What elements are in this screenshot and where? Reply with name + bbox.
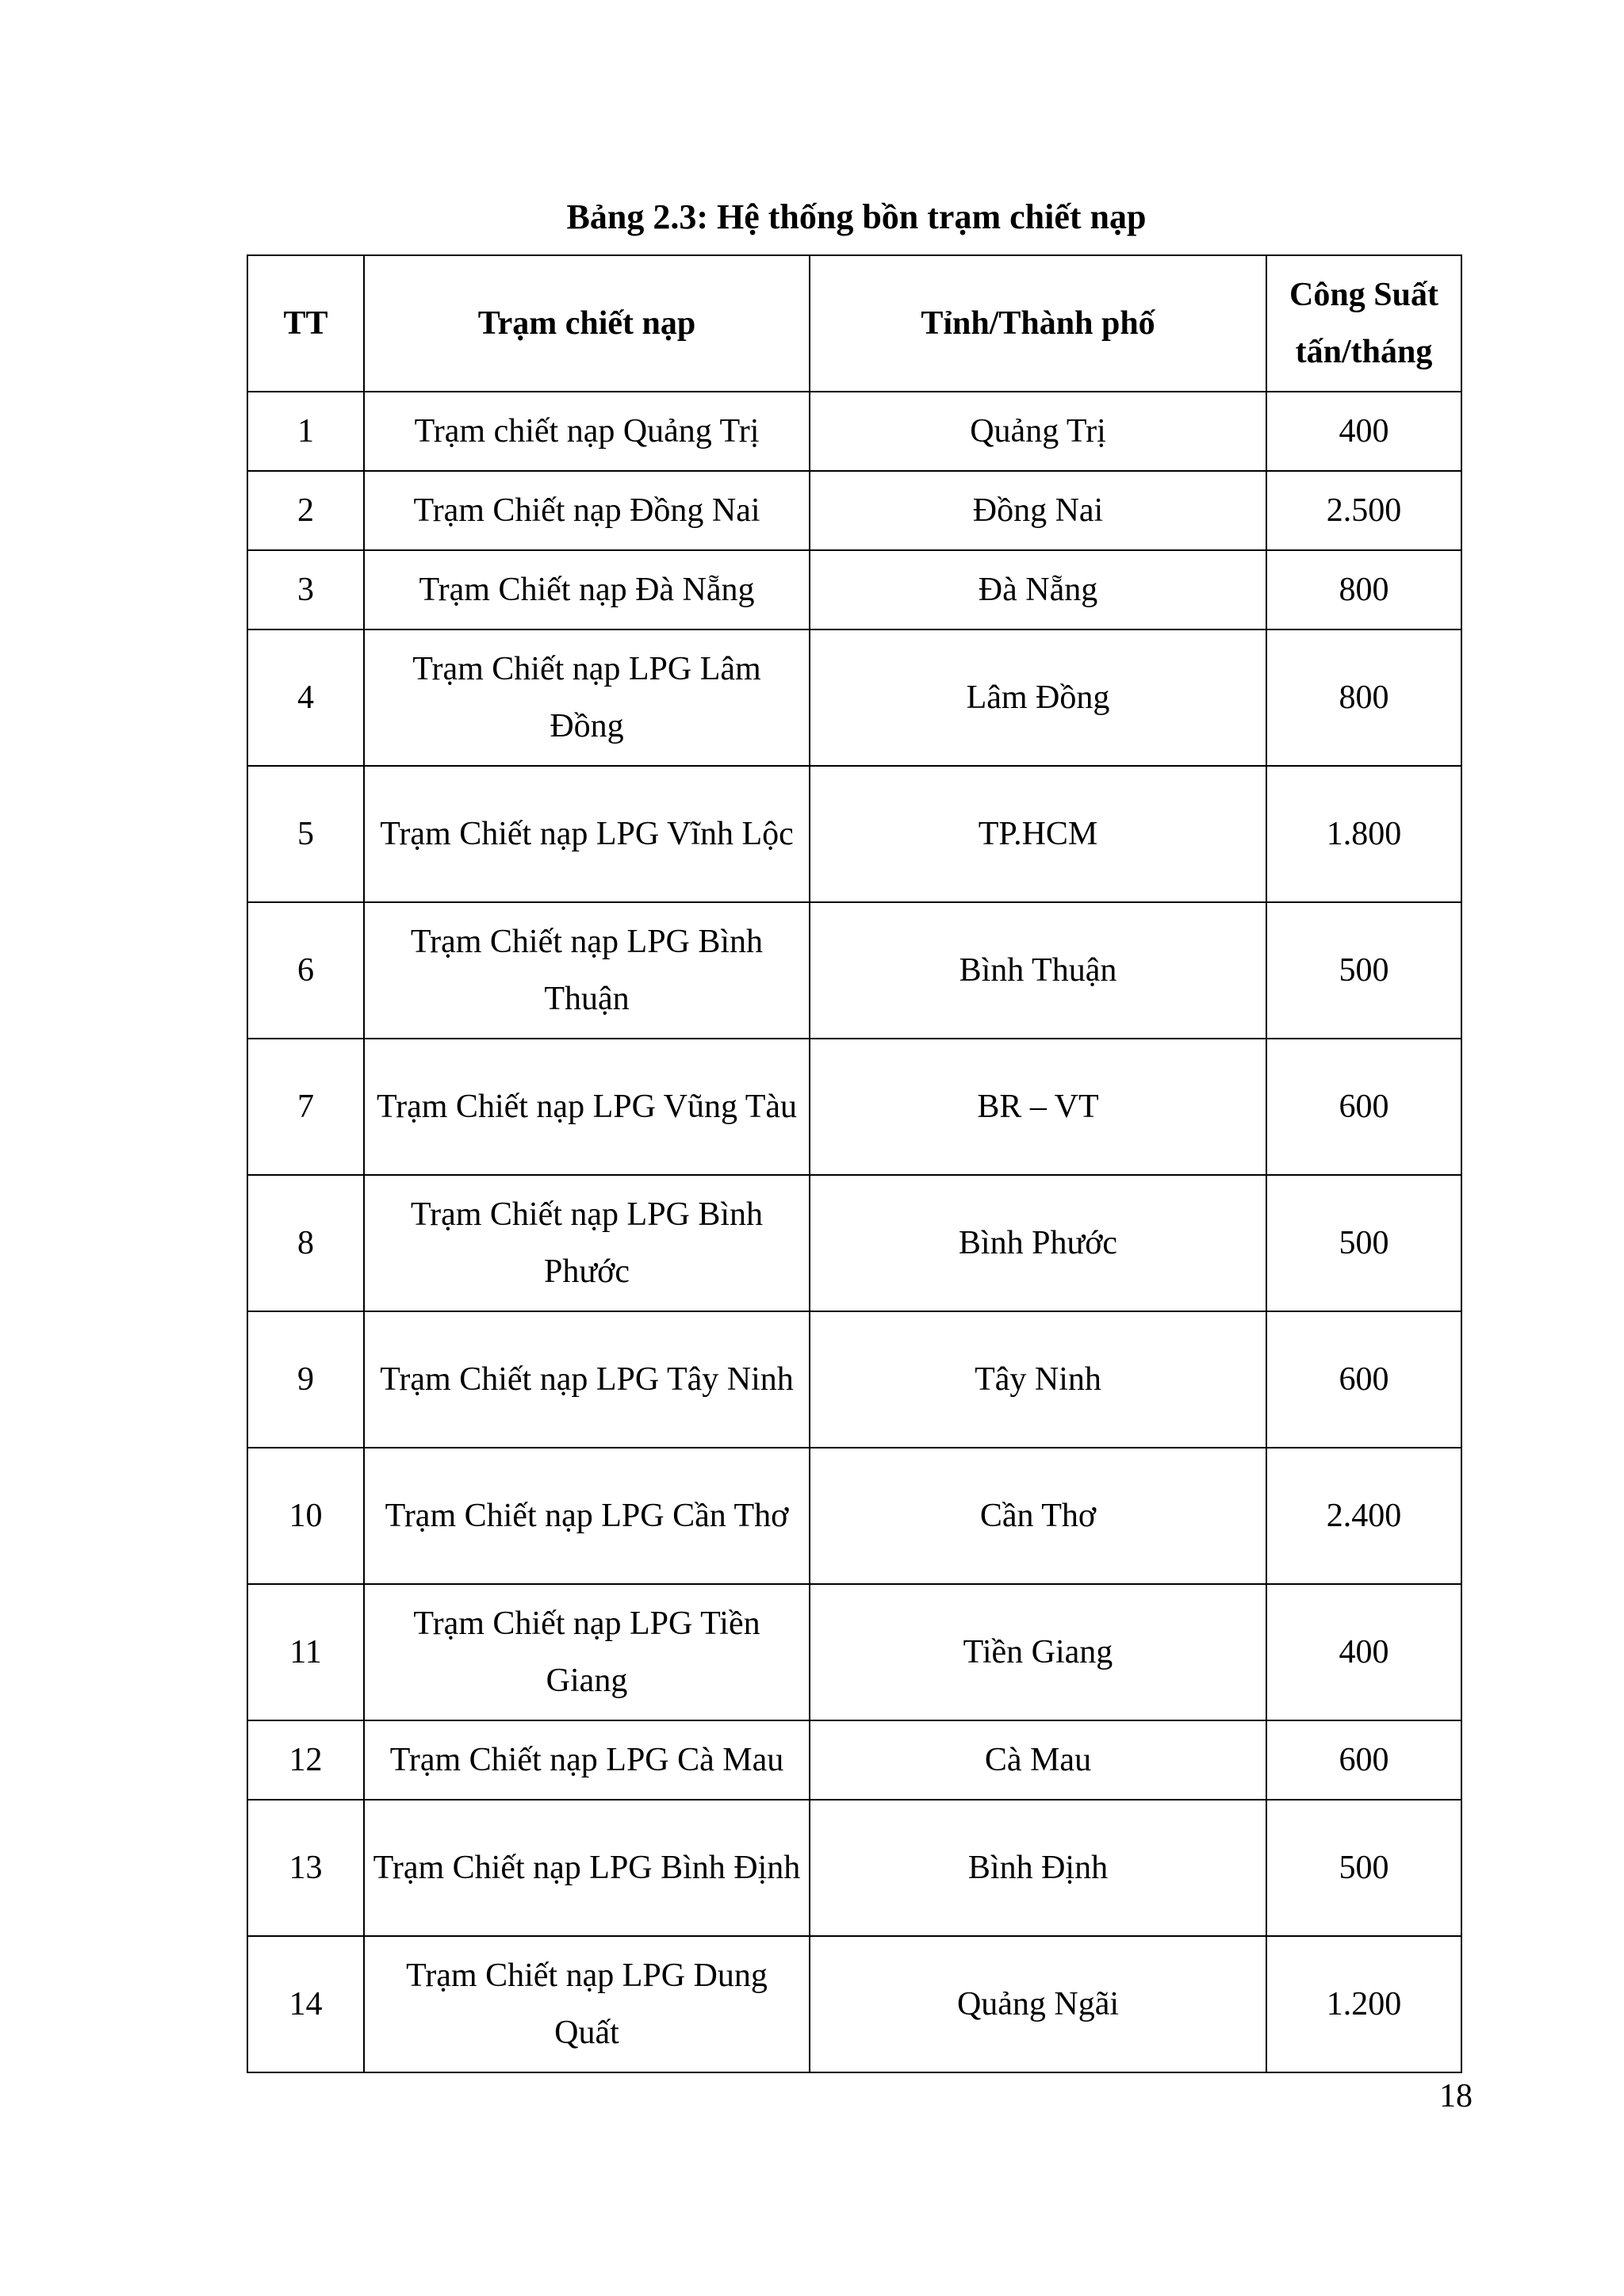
table-row [247, 550, 1461, 629]
cell-station: Trạm Chiết nạp Đà Nẵng [364, 550, 810, 629]
cell-tt: 11 [247, 1584, 364, 1720]
cell-capacity: 500 [1266, 902, 1461, 1039]
cell-capacity: 1.200 [1266, 1936, 1461, 2072]
cell-province: Quảng Ngãi [810, 1936, 1266, 2072]
cell-tt: 1 [247, 392, 364, 471]
cell-province: Cà Mau [810, 1720, 1266, 1800]
cell-province: Bình Thuận [810, 902, 1266, 1039]
table-row [247, 471, 1461, 550]
cell-province: Tây Ninh [810, 1311, 1266, 1448]
filling-stations-table [247, 254, 1462, 2073]
cell-province: TP.HCM [810, 766, 1266, 902]
cell-province: Quảng Trị [810, 392, 1266, 471]
cell-station: Trạm Chiết nạp LPG Bình Định [364, 1800, 810, 1936]
cell-capacity: 800 [1266, 550, 1461, 629]
header-capacity [1266, 255, 1461, 392]
cell-province: Tiền Giang [810, 1584, 1266, 1720]
table-row [247, 1936, 1461, 2072]
table-caption: Bảng 2.3: Hệ thống bồn trạm chiết nạp [566, 197, 1147, 236]
table-row [247, 1175, 1461, 1311]
table-row [247, 1720, 1461, 1800]
cell-province: Cần Thơ [810, 1448, 1266, 1584]
table-row [247, 766, 1461, 902]
cell-capacity: 2.400 [1266, 1448, 1461, 1584]
header-capacity-line1: Công Suất [1289, 277, 1438, 313]
cell-station: Trạm Chiết nạp LPG Dung Quất [364, 1936, 810, 2072]
cell-capacity: 600 [1266, 1039, 1461, 1175]
cell-tt: 2 [247, 471, 364, 550]
cell-station: Trạm Chiết nạp LPG Tây Ninh [364, 1311, 810, 1448]
cell-tt: 6 [247, 902, 364, 1039]
cell-capacity: 800 [1266, 629, 1461, 766]
cell-tt: 13 [247, 1800, 364, 1936]
cell-tt: 10 [247, 1448, 364, 1584]
cell-station: Trạm Chiết nạp LPG Tiền Giang [364, 1584, 810, 1720]
header-tt: TT [247, 255, 364, 392]
cell-province: Bình Phước [810, 1175, 1266, 1311]
cell-station: Trạm chiết nạp Quảng Trị [364, 392, 810, 471]
header-province: Tỉnh/Thành phố [810, 255, 1266, 392]
cell-station: Trạm Chiết nạp Đồng Nai [364, 471, 810, 550]
cell-capacity: 2.500 [1266, 471, 1461, 550]
cell-capacity: 500 [1266, 1175, 1461, 1311]
cell-station: Trạm Chiết nạp LPG Bình Thuận [364, 902, 810, 1039]
cell-tt: 7 [247, 1039, 364, 1175]
cell-capacity: 400 [1266, 392, 1461, 471]
cell-station: Trạm Chiết nạp LPG Cần Thơ [364, 1448, 810, 1584]
cell-province: Lâm Đồng [810, 629, 1266, 766]
cell-tt: 3 [247, 550, 364, 629]
cell-station: Trạm Chiết nạp LPG Vũng Tàu [364, 1039, 810, 1175]
table-header-row [247, 255, 1461, 392]
cell-station: Trạm Chiết nạp LPG Bình Phước [364, 1175, 810, 1311]
table-row [247, 1039, 1461, 1175]
cell-province: Bình Định [810, 1800, 1266, 1936]
table-row [247, 629, 1461, 766]
cell-capacity: 400 [1266, 1584, 1461, 1720]
cell-tt: 4 [247, 629, 364, 766]
cell-tt: 12 [247, 1720, 364, 1800]
cell-capacity: 600 [1266, 1311, 1461, 1448]
cell-province: BR – VT [810, 1039, 1266, 1175]
table-row [247, 392, 1461, 471]
cell-tt: 8 [247, 1175, 364, 1311]
table-row [247, 1800, 1461, 1936]
cell-station: Trạm Chiết nạp LPG Cà Mau [364, 1720, 810, 1800]
cell-station: Trạm Chiết nạp LPG Vĩnh Lộc [364, 766, 810, 902]
table-row [247, 1311, 1461, 1448]
table-row [247, 1584, 1461, 1720]
cell-capacity: 1.800 [1266, 766, 1461, 902]
cell-province: Đồng Nai [810, 471, 1266, 550]
page-number: 18 [1439, 2078, 1473, 2114]
table-row [247, 902, 1461, 1039]
cell-tt: 5 [247, 766, 364, 902]
cell-province: Đà Nẵng [810, 550, 1266, 629]
cell-capacity: 500 [1266, 1800, 1461, 1936]
header-station: Trạm chiết nạp [364, 255, 810, 392]
cell-tt: 9 [247, 1311, 364, 1448]
cell-station: Trạm Chiết nạp LPG Lâm Đồng [364, 629, 810, 766]
cell-capacity: 600 [1266, 1720, 1461, 1800]
cell-tt: 14 [247, 1936, 364, 2072]
table-row [247, 1448, 1461, 1584]
header-capacity-line2: tấn/tháng [1295, 334, 1433, 370]
